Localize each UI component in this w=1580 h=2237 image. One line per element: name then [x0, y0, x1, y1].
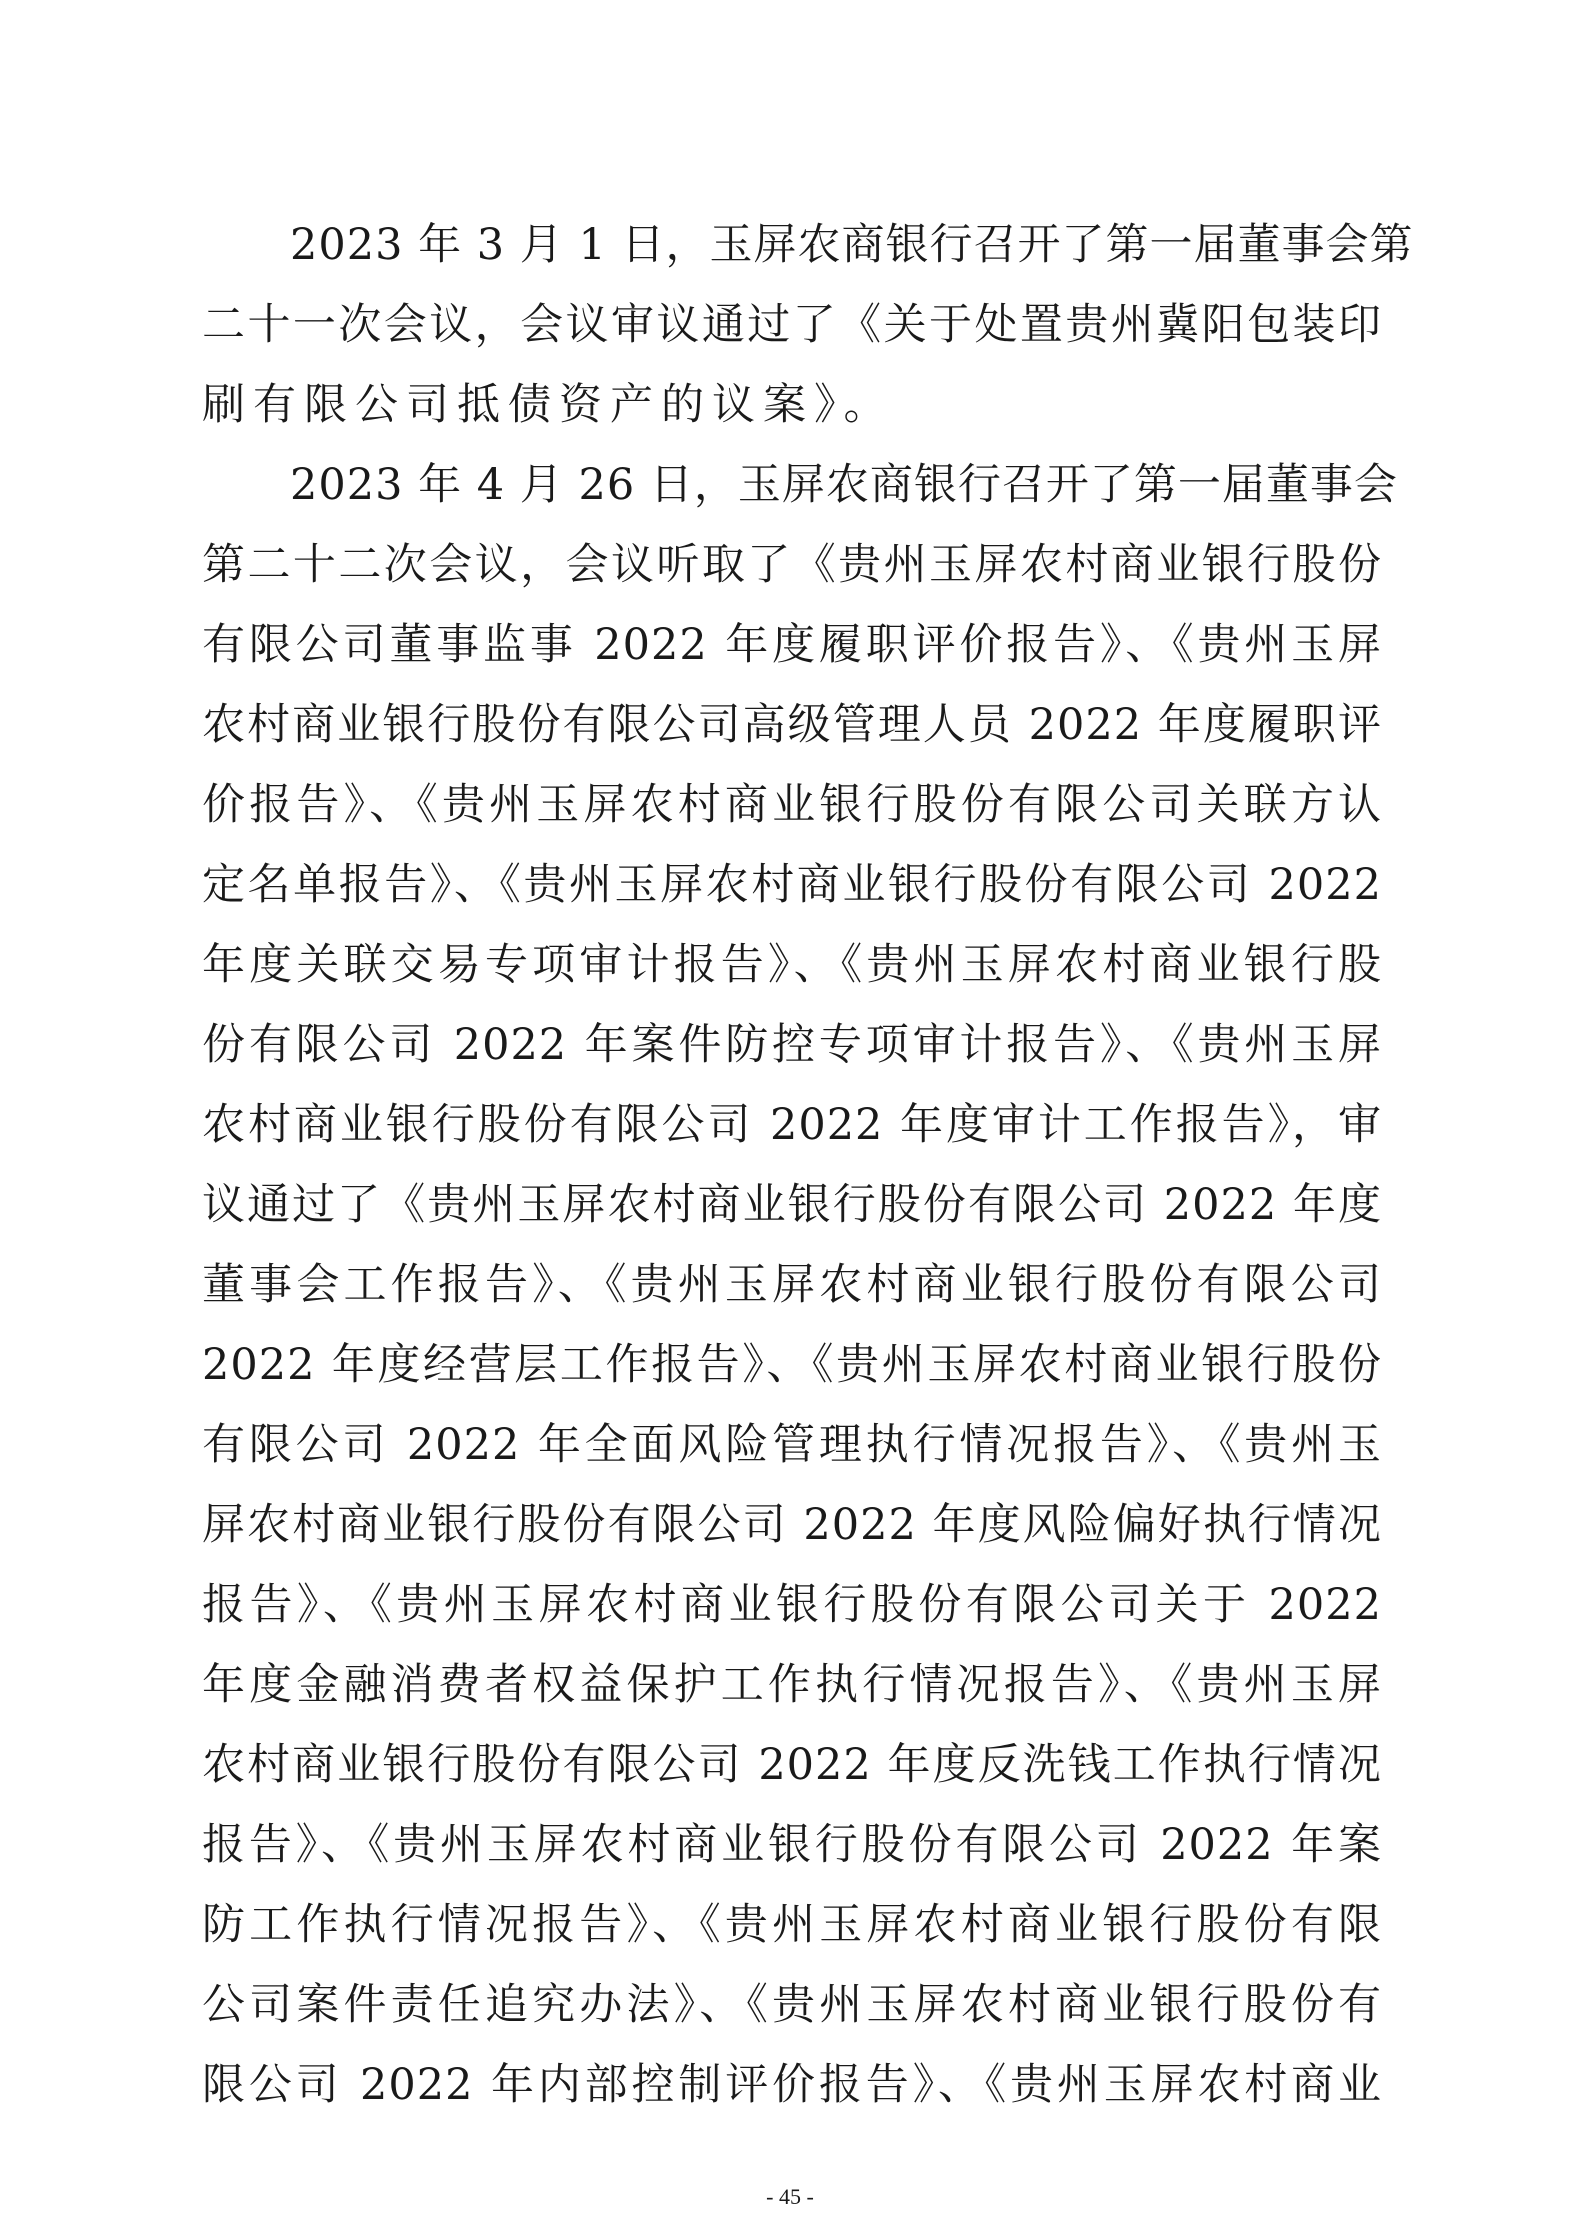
- paragraph-2-line-16: 年度金融消费者权益保护工作执行情况报告》、《贵州玉屏: [202, 1660, 1382, 1710]
- paragraph-2-line-12: 2022 年度经营层工作报告》、《贵州玉屏农村商业银行股份: [202, 1340, 1382, 1390]
- paragraph-2-line-3: 有限公司董事监事 2022 年度履职评价报告》、《贵州玉屏: [202, 620, 1382, 670]
- paragraph-2-line-14: 屏农村商业银行股份有限公司 2022 年度风险偏好执行情况: [202, 1500, 1382, 1550]
- paragraph-2-line-9: 农村商业银行股份有限公司 2022 年度审计工作报告》，审: [202, 1100, 1382, 1150]
- paragraph-2-line-8: 份有限公司 2022 年案件防控专项审计报告》、《贵州玉屏: [202, 1020, 1382, 1070]
- paragraph-2-line-17: 农村商业银行股份有限公司 2022 年度反洗钱工作执行情况: [202, 1740, 1382, 1790]
- paragraph-2-line-11: 董事会工作报告》、《贵州玉屏农村商业银行股份有限公司: [202, 1260, 1382, 1310]
- paragraph-1-line-3: 刷有限公司抵债资产的议案》。: [202, 380, 895, 430]
- paragraph-1-line-1: 2023 年 3 月 1 日，玉屏农商银行召开了第一届董事会第: [290, 220, 1414, 270]
- paragraph-2-line-1: 2023 年 4 月 26 日，玉屏农商银行召开了第一届董事会: [290, 460, 1398, 510]
- paragraph-2-line-13: 有限公司 2022 年全面风险管理执行情况报告》、《贵州玉: [202, 1420, 1382, 1470]
- paragraph-2-line-6: 定名单报告》、《贵州玉屏农村商业银行股份有限公司 2022: [202, 860, 1382, 910]
- paragraph-2-line-4: 农村商业银行股份有限公司高级管理人员 2022 年度履职评: [202, 700, 1382, 750]
- paragraph-2-line-21: 限公司 2022 年内部控制评价报告》、《贵州玉屏农村商业: [202, 2060, 1382, 2110]
- paragraph-2-line-18: 报告》、《贵州玉屏农村商业银行股份有限公司 2022 年案: [202, 1820, 1382, 1870]
- paragraph-2-line-19: 防工作执行情况报告》、《贵州玉屏农村商业银行股份有限: [202, 1900, 1382, 1950]
- paragraph-2-line-2: 第二十二次会议，会议听取了《贵州玉屏农村商业银行股份: [202, 540, 1382, 590]
- paragraph-2-line-10: 议通过了《贵州玉屏农村商业银行股份有限公司 2022 年度: [202, 1180, 1382, 1230]
- paragraph-2-line-15: 报告》、《贵州玉屏农村商业银行股份有限公司关于 2022: [202, 1580, 1382, 1630]
- paragraph-2-line-7: 年度关联交易专项审计报告》、《贵州玉屏农村商业银行股: [202, 940, 1382, 990]
- paragraph-2-line-20: 公司案件责任追究办法》、《贵州玉屏农村商业银行股份有: [202, 1980, 1382, 2030]
- page-number: - 45 -: [766, 2184, 814, 2209]
- paragraph-1-line-2: 二十一次会议，会议审议通过了《关于处置贵州冀阳包装印: [202, 300, 1382, 350]
- paragraph-2-line-5: 价报告》、《贵州玉屏农村商业银行股份有限公司关联方认: [202, 780, 1382, 830]
